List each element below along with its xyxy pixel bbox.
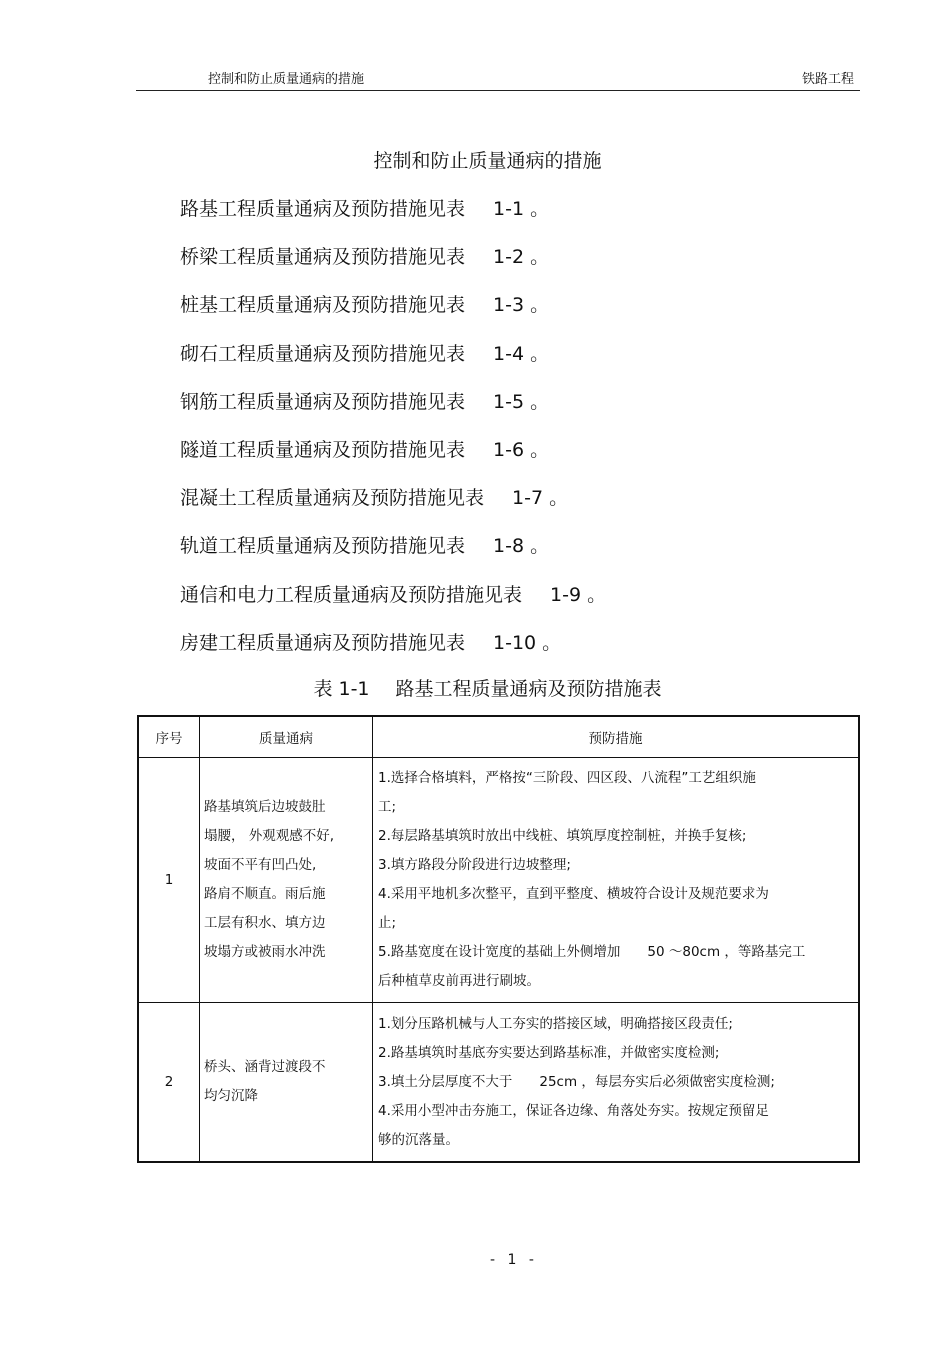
measures-cell: 1.划分压路机械与人工夯实的搭接区域，明确搭接区段责任; 2.路基填筑时基底夯实要达到路基标准，并做密实度检测; 3.填土分层厚度不大于 25cm ，每层夯实后必须做密实度检测; 4.采用小型冲击夯施工，保证各边缘、角落处夯实。按规定预留足 够的沉落量。 (373, 1003, 860, 1163)
index-item: 桩基工程质量通病及预防措施见表 1-3 。 (180, 294, 550, 317)
page-number: - 1 - (490, 1252, 538, 1268)
table-header-row (138, 716, 859, 758)
table-index-list (180, 192, 606, 674)
header-left-title: 控制和防止质量通病的措施 (208, 72, 365, 87)
row-number: 1 (138, 758, 200, 1003)
index-item: 轨道工程质量通病及预防措施见表 1-8 。 (180, 535, 550, 558)
table-row (138, 758, 859, 1003)
column-header-disease: 质量通病 (200, 716, 373, 758)
row-number: 2 (138, 1003, 200, 1163)
disease-cell: 桥头、涵背过渡段不 均匀沉降 (200, 1003, 373, 1163)
table-code: 表 1-1 (313, 678, 370, 700)
index-item: 桥梁工程质量通病及预防措施见表 1-2 。 (180, 246, 550, 269)
page-header (136, 64, 860, 91)
document-title: 控制和防止质量通病的措施 (373, 150, 602, 172)
index-item: 隧道工程质量通病及预防措施见表 1-6 。 (180, 438, 550, 461)
table-row (138, 1003, 859, 1163)
table-caption: 路基工程质量通病及预防措施表 (395, 678, 662, 700)
column-header-no: 序号 (138, 716, 200, 758)
header-right-title: 铁路工程 (801, 72, 854, 87)
measures-table (137, 715, 860, 1163)
column-header-measures: 预防措施 (373, 716, 860, 758)
index-item: 钢筋工程质量通病及预防措施见表 1-5 。 (180, 390, 550, 413)
index-item: 房建工程质量通病及预防措施见表 1-10 。 (180, 631, 562, 654)
index-item: 通信和电力工程质量通病及预防措施见表 1-9 。 (180, 583, 607, 606)
table-title (0, 674, 950, 701)
index-item: 混凝土工程质量通病及预防措施见表 1-7 。 (180, 487, 569, 510)
index-item: 砌石工程质量通病及预防措施见表 1-4 。 (180, 342, 550, 365)
disease-cell: 路基填筑后边坡鼓肚 塌腰， 外观观感不好, 坡面不平有凹凸处, 路肩不顺直。雨后施 工层有积水、填方边 坡塌方或被雨水冲洗 (200, 758, 373, 1003)
measures-cell: 1.选择合格填料，严格按“三阶段、四区段、八流程”工艺组织施 工; 2.每层路基填筑时放出中线桩、填筑厚度控制桩，并换手复核; 3.填方路段分阶段进行边坡整理; 4.采用平地机多次整平，直到平整度、横坡符合设计及规范要求为 止; 5.路基宽度在设计宽度的基础上外侧增加 50 ～80cm ，等路基完工 后种植草皮前再进行刷坡。 (373, 758, 860, 1003)
index-item: 路基工程质量通病及预防措施见表 1-1 。 (180, 198, 550, 220)
